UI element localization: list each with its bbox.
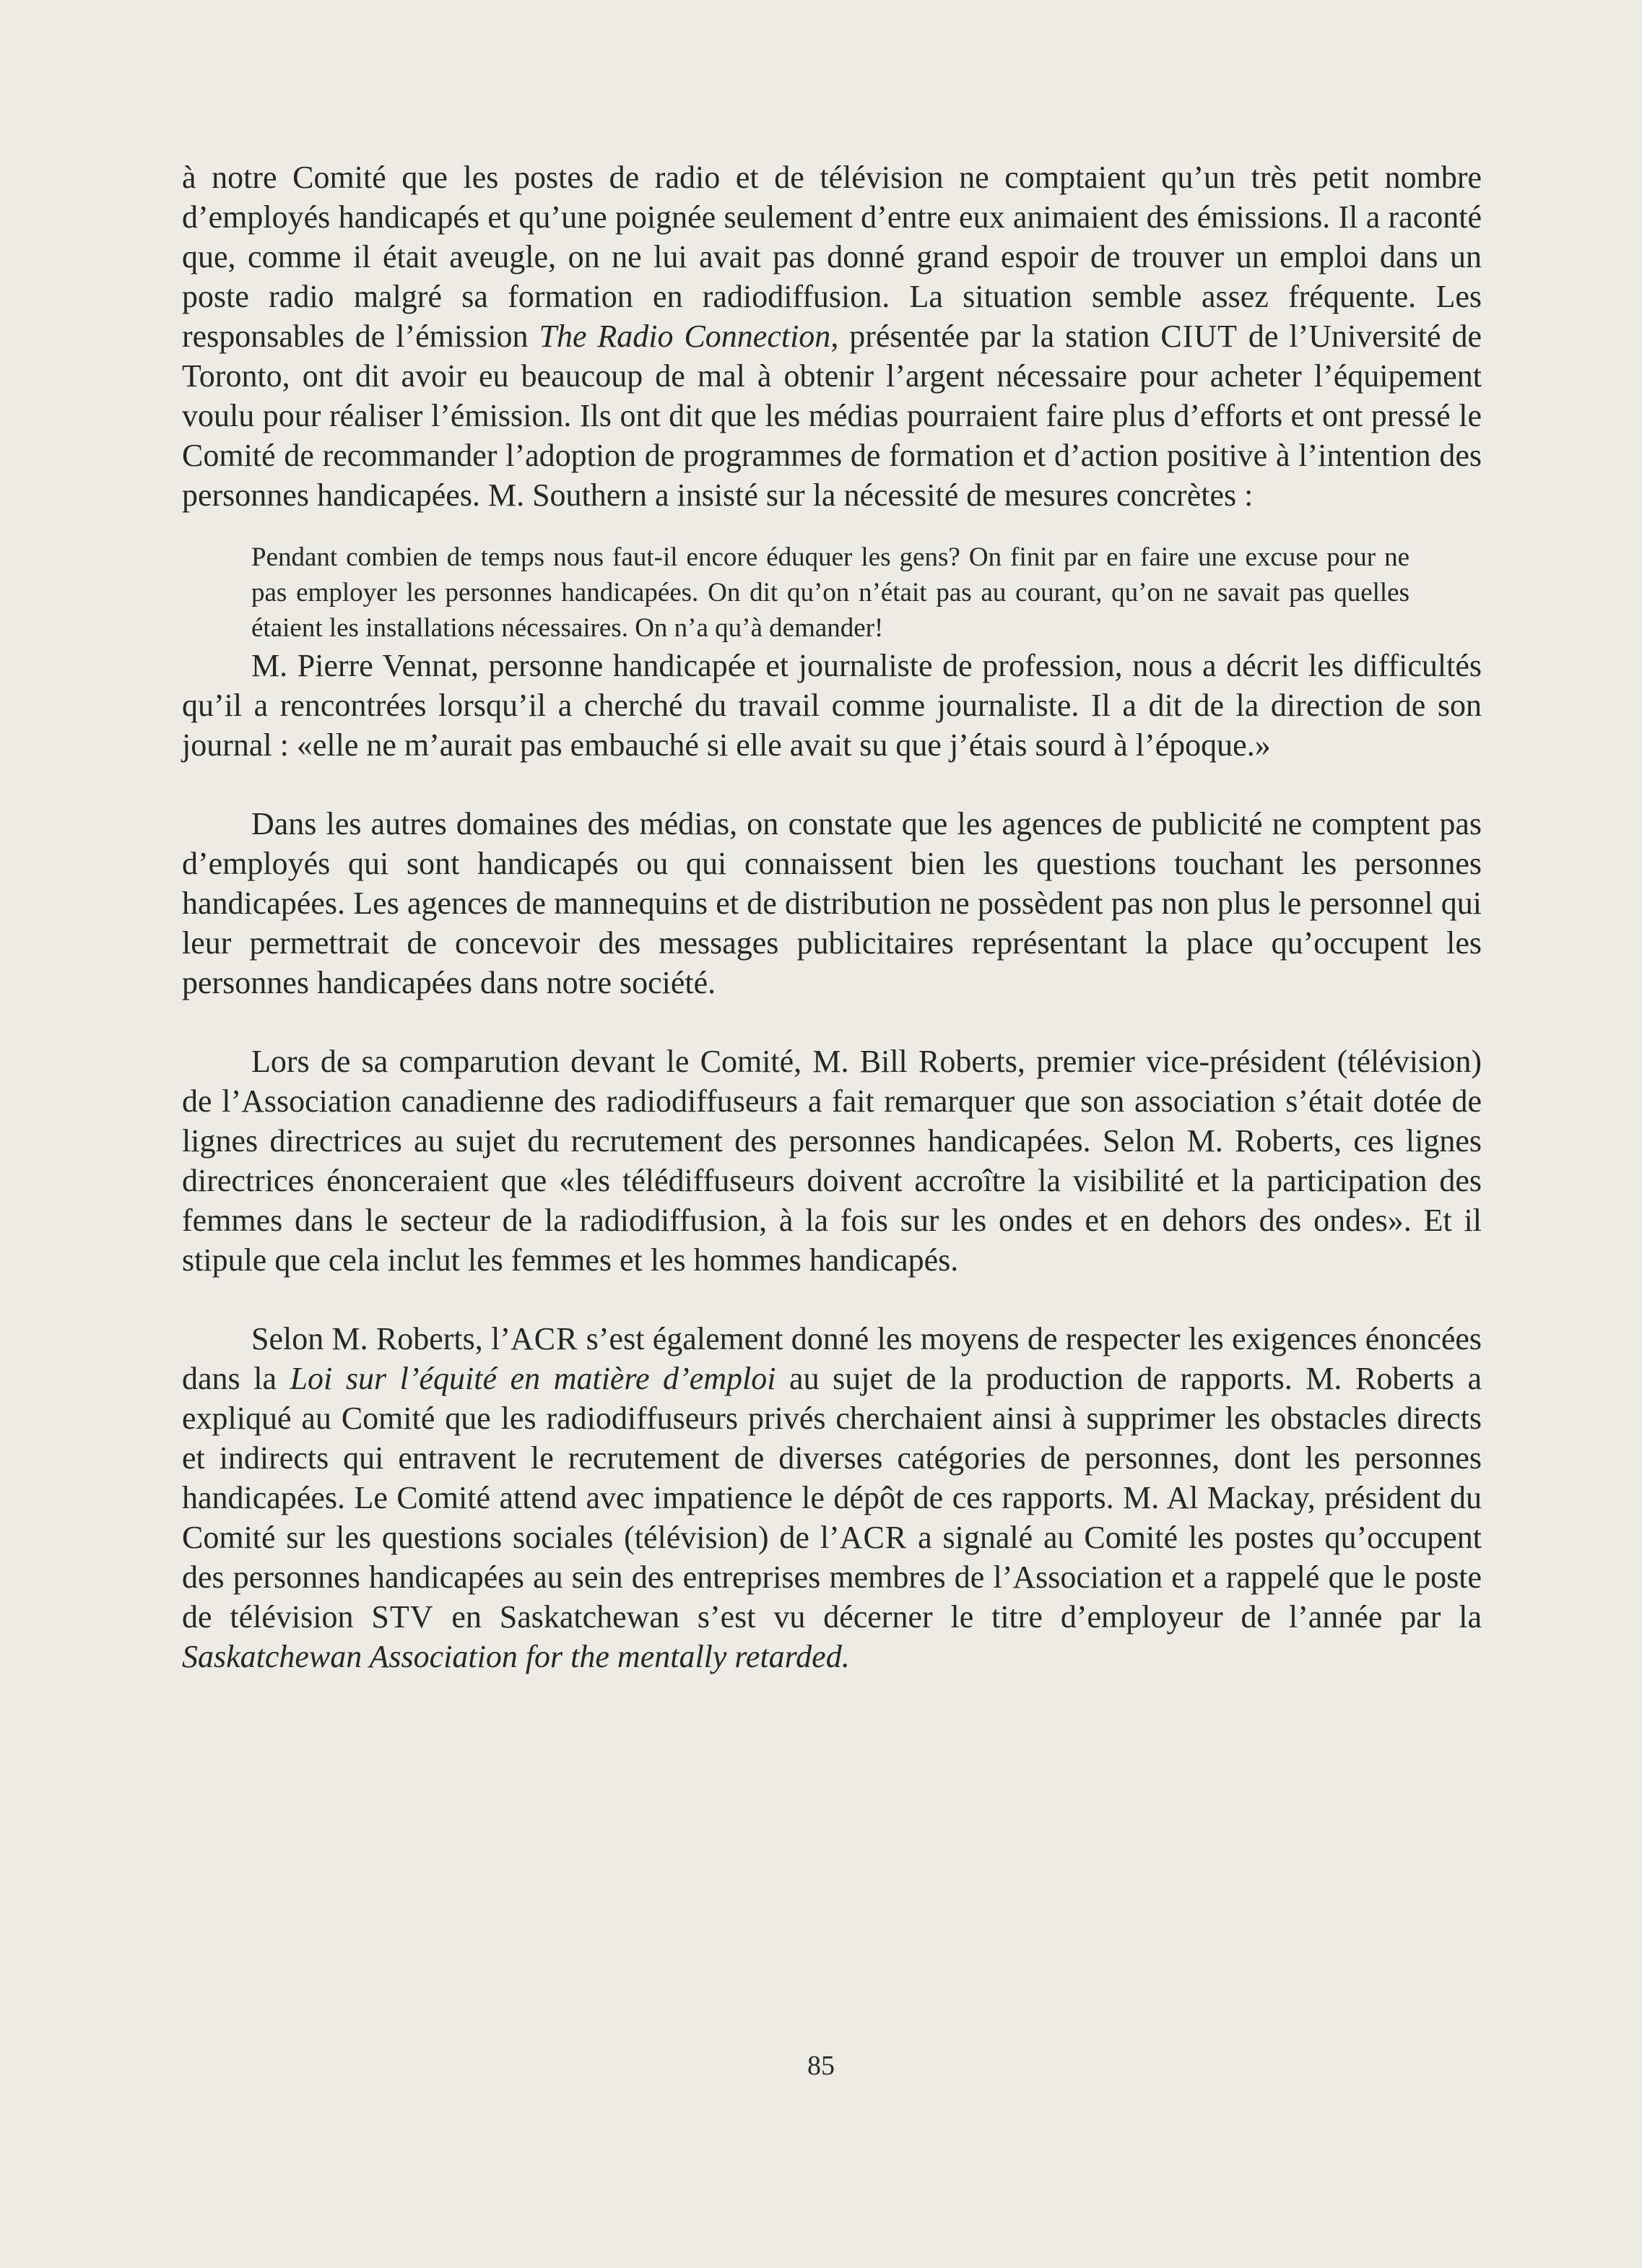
paragraph-vennat: M. Pierre Vennat, personne handicapée et journaliste de profession, nous a décrit les difficultés qu’il a rencontrées lorsqu’il a cherché du travail comme journaliste. Il a dit de la direction de son journal : «elle ne m’aurait pas embauché si elle avait su que j’étais sourd à l’époque.»	[182, 648, 1482, 763]
acronym: ACR	[510, 1321, 578, 1356]
paragraph-advertising: Dans les autres domaines des médias, on constate que les agences de publicité ne comptent pas d’employés qui sont handicapés ou qui connaissent bien les questions touchant les personnes handicapées. Les agences de mannequins et de distribution ne possèdent pas non plus le personnel qui leur permettrait de concevoir des messages publicitaires représentant la place qu’occupent les personnes handicapées dans notre société.	[182, 806, 1482, 1000]
paragraph-text: , présentée par la station	[830, 319, 1161, 354]
page-number: 85	[807, 2051, 835, 2081]
paragraph-text: en Saskatchewan s’est vu décerner le titre d’employeur de l’année par la	[433, 1599, 1482, 1635]
paragraph-roberts: Lors de sa comparution devant le Comité, M. Bill Roberts, premier vice-président (télévision) de l’Association canadienne des radiodiffuseurs a fait remarquer que son association s’était dotée de lignes directrices au sujet du recrutement des personnes handicapées. Selon M. Roberts, ces lignes directrices énonceraient que «les télédiffuseurs doivent accroître la visibilité et la participation des femmes dans le secteur de la radiodiffusion, à la fois sur les ondes et en dehors des ondes». Et il stipule que cela inclut les femmes et les hommes handicapés.	[182, 1044, 1482, 1278]
acronym: ACR	[839, 1520, 908, 1555]
paragraph-text: s’est également donné les moyens de respecter les exigences énoncées dans la	[182, 1321, 1482, 1396]
paragraph-text: à notre Comité que les postes de radio et de télévision ne comptaient qu’un très petit nombre d’employés handicapés et qu’une poignée seulement d’entre eux animaient des émissions. Il a raconté que, comme il était aveugle, on ne lui avait pas donné grand espoir de trouver un emploi dans un poste radio malgré sa formation en radiodiffusion. La situation semble assez fréquente. Les responsables de l’émission	[182, 160, 1482, 354]
paragraph-text: a signalé au Comité les postes qu’occupent des personnes handicapées au sein des entreprises membres de l’Association et a rappelé que le poste de télévision	[182, 1520, 1482, 1635]
station-acronym: CIUT	[1160, 319, 1238, 354]
block-quote: Pendant combien de temps nous faut-il encore éduquer les gens? On finit par en faire une excuse pour ne pas employer les personnes handicapées. On dit qu’on n’était pas au courant, qu’on ne savait pas quelles étaient les installations nécessaires. On n’a qu’à demander!	[251, 542, 1409, 643]
paragraph-text: de l’Université de Toronto, ont dit avoir eu beaucoup de mal à obtenir l’argent nécessaire pour acheter l’équipement voulu pour réaliser l’émission. Ils ont dit que les médias pourraient faire plus d’efforts et ont pressé le Comité de recommander l’adoption de programmes de formation et d’action positive à l’intention des personnes handicapées. M. Southern a insisté sur la nécessité de mesures concrètes :	[182, 319, 1482, 513]
paragraph-text: Selon M. Roberts, l’	[251, 1321, 511, 1356]
document-page	[182, 157, 1482, 1676]
law-title: Loi sur l’équité en matière d’emploi	[290, 1361, 776, 1396]
association-name: Saskatchewan Association for the mentally retarded.	[182, 1639, 850, 1674]
paragraph-acr	[182, 1319, 1482, 1676]
paragraph-text: au sujet de la production de rapports. M. Roberts a expliqué au Comité que les radiodiffuseurs privés cherchaient ainsi à supprimer les obstacles directs et indirects qui entravent le recrutement de diverses catégories de personnes, dont les personnes handicapées. Le Comité attend avec impatience le dépôt de ces rapports. M. Al Mackay, président du Comité sur les questions sociales (télévision) de l’	[182, 1361, 1482, 1555]
station-acronym: STV	[371, 1599, 434, 1635]
program-title: The Radio Connection	[539, 319, 831, 354]
paragraph-continuation	[182, 157, 1482, 515]
